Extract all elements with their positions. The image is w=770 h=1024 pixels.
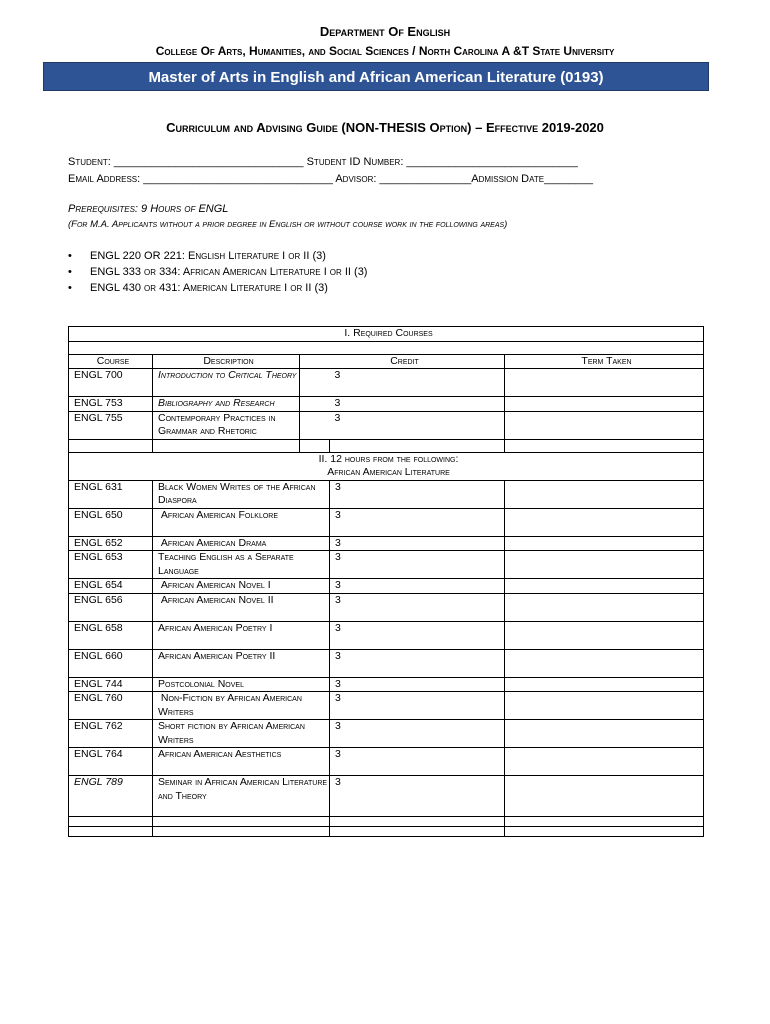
spacer-row <box>69 827 704 837</box>
elective-course-row <box>69 776 704 817</box>
course-credit: 3 <box>330 621 505 649</box>
course-credit: 3 <box>330 720 505 748</box>
prerequisite-item: • ENGL 430 or 431: American Literature I or II (3) <box>68 281 367 297</box>
course-code: ENGL 656 <box>69 593 153 621</box>
elective-course-row <box>69 649 704 677</box>
term-taken-cell[interactable] <box>505 621 704 649</box>
elective-course-row <box>69 480 704 508</box>
elective-course-row <box>69 579 704 594</box>
course-code: ENGL 631 <box>69 480 153 508</box>
term-taken-cell[interactable] <box>505 369 704 397</box>
term-taken-cell[interactable] <box>505 411 704 439</box>
course-credit: 3 <box>330 692 505 720</box>
spacer-cell <box>69 439 153 452</box>
curriculum-table <box>68 326 704 837</box>
term-taken-cell[interactable] <box>505 508 704 536</box>
course-code: ENGL 652 <box>69 536 153 551</box>
spacer-cell <box>330 827 505 837</box>
email-advisor-line[interactable]: Email Address: _______________________________ Advisor: _______________Admission Date________ <box>68 173 594 185</box>
section-header-row <box>69 327 704 342</box>
course-credit: 3 <box>330 369 505 397</box>
elective-course-row <box>69 720 704 748</box>
course-description: Seminar in African American Literature and Theory <box>153 776 330 817</box>
term-taken-cell[interactable] <box>505 692 704 720</box>
spacer-row <box>69 341 704 354</box>
course-description: African American Novel II <box>153 593 330 621</box>
course-credit: 3 <box>330 593 505 621</box>
course-description: African American Poetry I <box>153 621 330 649</box>
electives-header-line1: II. 12 hours from the following: <box>318 452 459 465</box>
required-course-row <box>69 397 704 412</box>
term-taken-cell[interactable] <box>505 579 704 594</box>
course-code: ENGL 764 <box>69 748 153 776</box>
credit-gap <box>300 397 330 412</box>
department-title: Department Of English <box>319 24 451 39</box>
course-code: ENGL 650 <box>69 508 153 536</box>
column-header-description: Description <box>153 354 300 369</box>
course-code: ENGL 760 <box>69 692 153 720</box>
prerequisite-list <box>68 249 367 297</box>
course-credit: 3 <box>330 536 505 551</box>
prerequisite-item: • ENGL 333 or 334: African American Literature I or II (3) <box>68 265 367 281</box>
elective-course-row <box>69 551 704 579</box>
course-description: Teaching English as a Separate Language <box>153 551 330 579</box>
course-code: ENGL 660 <box>69 649 153 677</box>
course-credit: 3 <box>330 776 505 817</box>
required-course-row <box>69 411 704 439</box>
course-code: ENGL 653 <box>69 551 153 579</box>
course-description: Black Women Writes of the African Diaspora <box>153 480 330 508</box>
course-code: ENGL 762 <box>69 720 153 748</box>
column-header-credit: Credit <box>300 354 505 369</box>
course-credit: 3 <box>330 551 505 579</box>
spacer-row <box>69 439 704 452</box>
course-description: Postcolonial Novel <box>153 677 330 692</box>
course-description: African American Aesthetics <box>153 748 330 776</box>
electives-header <box>69 452 704 480</box>
course-credit: 3 <box>330 480 505 508</box>
elective-course-row <box>69 677 704 692</box>
course-code: ENGL 753 <box>69 397 153 412</box>
column-header-row <box>69 354 704 369</box>
credit-gap <box>300 411 330 439</box>
term-taken-cell[interactable] <box>505 748 704 776</box>
column-header-course: Course <box>69 354 153 369</box>
prerequisites-note: (For M.A. Applicants without a prior degree in English or without course work in the following areas) <box>68 219 508 230</box>
course-credit: 3 <box>330 748 505 776</box>
term-taken-cell[interactable] <box>505 649 704 677</box>
spacer-cell <box>153 817 330 827</box>
term-taken-cell[interactable] <box>505 536 704 551</box>
course-description: African American Drama <box>153 536 330 551</box>
course-credit: 3 <box>330 649 505 677</box>
required-course-row <box>69 369 704 397</box>
spacer-cell <box>153 439 300 452</box>
course-code: ENGL 658 <box>69 621 153 649</box>
elective-course-row <box>69 692 704 720</box>
prerequisites-title: Prerequisites: 9 Hours of ENGL <box>68 203 229 215</box>
elective-course-row <box>69 593 704 621</box>
course-description: Introduction to Critical Theory <box>153 369 300 397</box>
course-description: Short fiction by African American Writers <box>153 720 330 748</box>
term-taken-cell[interactable] <box>505 551 704 579</box>
program-banner: Master of Arts in English and African American Literature (0193) <box>43 62 709 91</box>
guide-title: Curriculum and Advising Guide (NON-THESIS Option) – Effective 2019-2020 <box>166 120 604 135</box>
course-credit: 3 <box>330 397 505 412</box>
spacer-cell <box>153 827 330 837</box>
course-description: African American Novel I <box>153 579 330 594</box>
electives-header-line2: African American Literature <box>327 466 450 478</box>
elective-course-row <box>69 621 704 649</box>
course-code: ENGL 755 <box>69 411 153 439</box>
column-header-term: Term Taken <box>505 354 704 369</box>
college-line: College Of Arts, Humanities, and Social Sciences / North Carolina A &T State University <box>155 44 615 58</box>
course-description: African American Folklore <box>153 508 330 536</box>
term-taken-cell[interactable] <box>505 720 704 748</box>
elective-course-row <box>69 508 704 536</box>
spacer-cell <box>505 827 704 837</box>
spacer-cell <box>69 817 153 827</box>
spacer-row <box>69 817 704 827</box>
course-description: Non-Fiction by African American Writers <box>153 692 330 720</box>
spacer-cell <box>330 817 505 827</box>
spacer-cell <box>300 439 330 452</box>
required-courses-header: I. Required Courses <box>69 327 704 342</box>
course-code: ENGL 744 <box>69 677 153 692</box>
spacer-cell <box>505 817 704 827</box>
course-description: Bibliography and Research <box>153 397 300 412</box>
course-code: ENGL 654 <box>69 579 153 594</box>
term-taken-cell[interactable] <box>505 677 704 692</box>
course-credit: 3 <box>330 411 505 439</box>
spacer-cell <box>505 439 704 452</box>
course-credit: 3 <box>330 677 505 692</box>
elective-course-row <box>69 536 704 551</box>
spacer-cell <box>69 827 153 837</box>
spacer-cell <box>69 341 704 354</box>
term-taken-cell[interactable] <box>505 480 704 508</box>
course-credit: 3 <box>330 579 505 594</box>
course-description: Contemporary Practices in Grammar and Rhetoric <box>153 411 300 439</box>
spacer-cell <box>330 439 505 452</box>
course-credit: 3 <box>330 508 505 536</box>
elective-course-row <box>69 748 704 776</box>
section-header-row <box>69 452 704 480</box>
term-taken-cell[interactable] <box>505 776 704 817</box>
term-taken-cell[interactable] <box>505 397 704 412</box>
course-description: African American Poetry II <box>153 649 330 677</box>
course-code: ENGL 789 <box>69 776 153 817</box>
credit-gap <box>300 369 330 397</box>
prerequisite-item: • ENGL 220 OR 221: English Literature I or II (3) <box>68 249 367 265</box>
student-info-line[interactable]: Student: _______________________________ Student ID Number: ____________________________ <box>68 156 578 168</box>
term-taken-cell[interactable] <box>505 593 704 621</box>
course-code: ENGL 700 <box>69 369 153 397</box>
